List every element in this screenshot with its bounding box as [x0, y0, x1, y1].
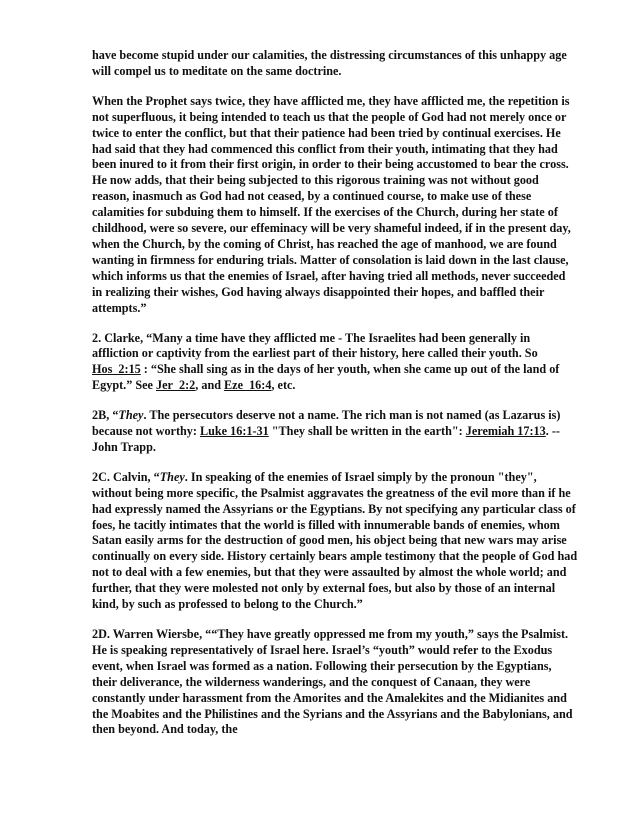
paragraph-calvin-they — [92, 470, 578, 613]
paragraph-text: have become stupid under our calamities, the distressing circumstances of this unhappy age will compel us to meditate on the same doctrine. — [92, 48, 567, 78]
scripture-link-luke-16-1-31[interactable]: Luke 16:1-31 — [200, 424, 269, 439]
paragraph-text-segment: , and — [195, 378, 225, 393]
paragraph-text-segment: , etc. — [271, 378, 296, 393]
paragraph-text-segment: . --John Trapp. — [92, 424, 560, 454]
emphasis-they: They — [159, 469, 185, 484]
paragraph-text-segment: : “She shall sing as in the days of her youth, when she came up out of the land of Egypt.” See — [92, 362, 560, 393]
scripture-link-jer-2-2[interactable]: Jer_2:2 — [155, 378, 196, 393]
paragraph-text: 2D. Warren Wiersbe, ““They have greatly oppressed me from my youth,” says the Psalmist. He is speaking representatively of Israel here. Israel’s “youth” would refer to the Exodus event, when Israel was formed as a nation. Following their persecution by the Egyptians, their deliverance, the wilderness wanderings, and the conquest of Canaan, they were constantly under harassment from the Amorites and the Amalekites and the Midianites and the Moabites and the Philistines and the Syrians and the Assyrians and the Babylonians, and then beyond. And today, the — [92, 627, 573, 737]
scripture-link-hos-2-15[interactable]: Hos_2:15 — [92, 362, 141, 377]
paragraph-text-segment: 2C. Calvin, “ — [92, 469, 160, 484]
paragraph-clarke — [92, 331, 578, 395]
scripture-link-jeremiah-17-13[interactable]: Jeremiah 17:13 — [465, 424, 546, 439]
paragraph-text-segment: 2. Clarke, “Many a time have they afflicted me - The Israelites had been generally in affliction or captivity from the earliest part of their history, here called their youth. So — [92, 330, 538, 361]
paragraph-wiersbe — [92, 627, 578, 738]
emphasis-they: They — [118, 408, 144, 423]
paragraph-text-segment: . The persecutors deserve not a name. The rich man is not named (as Lazarus is) because not worthy: — [92, 408, 561, 439]
paragraph-trapp — [92, 408, 578, 456]
paragraph-calvin-commentary — [92, 94, 578, 317]
paragraph-text: When the Prophet says twice, they have afflicted me, they have afflicted me, the repetition is not superfluous, it being intended to teach us that the people of God had not merely once or twice to enter the conflict, but that their patience had been tried by continual exercises. He had said that they had commenced this conflict from their youth, intimating that they had been inured to it from their first origin, in order to their being accustomed to bear the cross. He now adds, that their being subjected to this rigorous training was not without good reason, inasmuch as God had not ceased, by a continued course, to make use of these calamities for subduing them to himself. If the exercises of the Church, during her state of childhood, were so severe, our effeminacy will be very shameful indeed, if in the present day, when the Church, by the coming of Christ, has reached the age of manhood, we are found wanting in firmness for enduring trials. Matter of consolation is laid down in the last clause, which informs us that the enemies of Israel, after having tried all methods, never succeeded in realizing their wishes, God having always disappointed their hopes, and baffled their attempts.” — [92, 93, 571, 315]
paragraph-text-segment: . In speaking of the enemies of Israel simply by the pronoun "they", without being more specific, the Psalmist aggravates the greatness of the evil more than if he had expressly named the Assyrians or the Egyptians. By not specifying any particular class of foes, he tacitly intimates that the world is filled with innumerable bands of enemies, whom Satan easily arms for the destruction of good men, his object being that new wars may arise continually on every side. History certainly bears ample testimony that the people of God had not to deal with a few enemies, but that they were assaulted by almost the whole world; and further, that they were molested not only by external foes, but also by those of an internal kind, by such as professed to belong to the Church.” — [92, 469, 578, 612]
scripture-link-eze-16-4[interactable]: Eze_16:4 — [224, 378, 272, 393]
paragraph-continuation — [92, 48, 578, 80]
paragraph-text-segment: 2B, “ — [92, 408, 119, 423]
paragraph-text-segment: "They shall be written in the earth": — [268, 424, 466, 439]
